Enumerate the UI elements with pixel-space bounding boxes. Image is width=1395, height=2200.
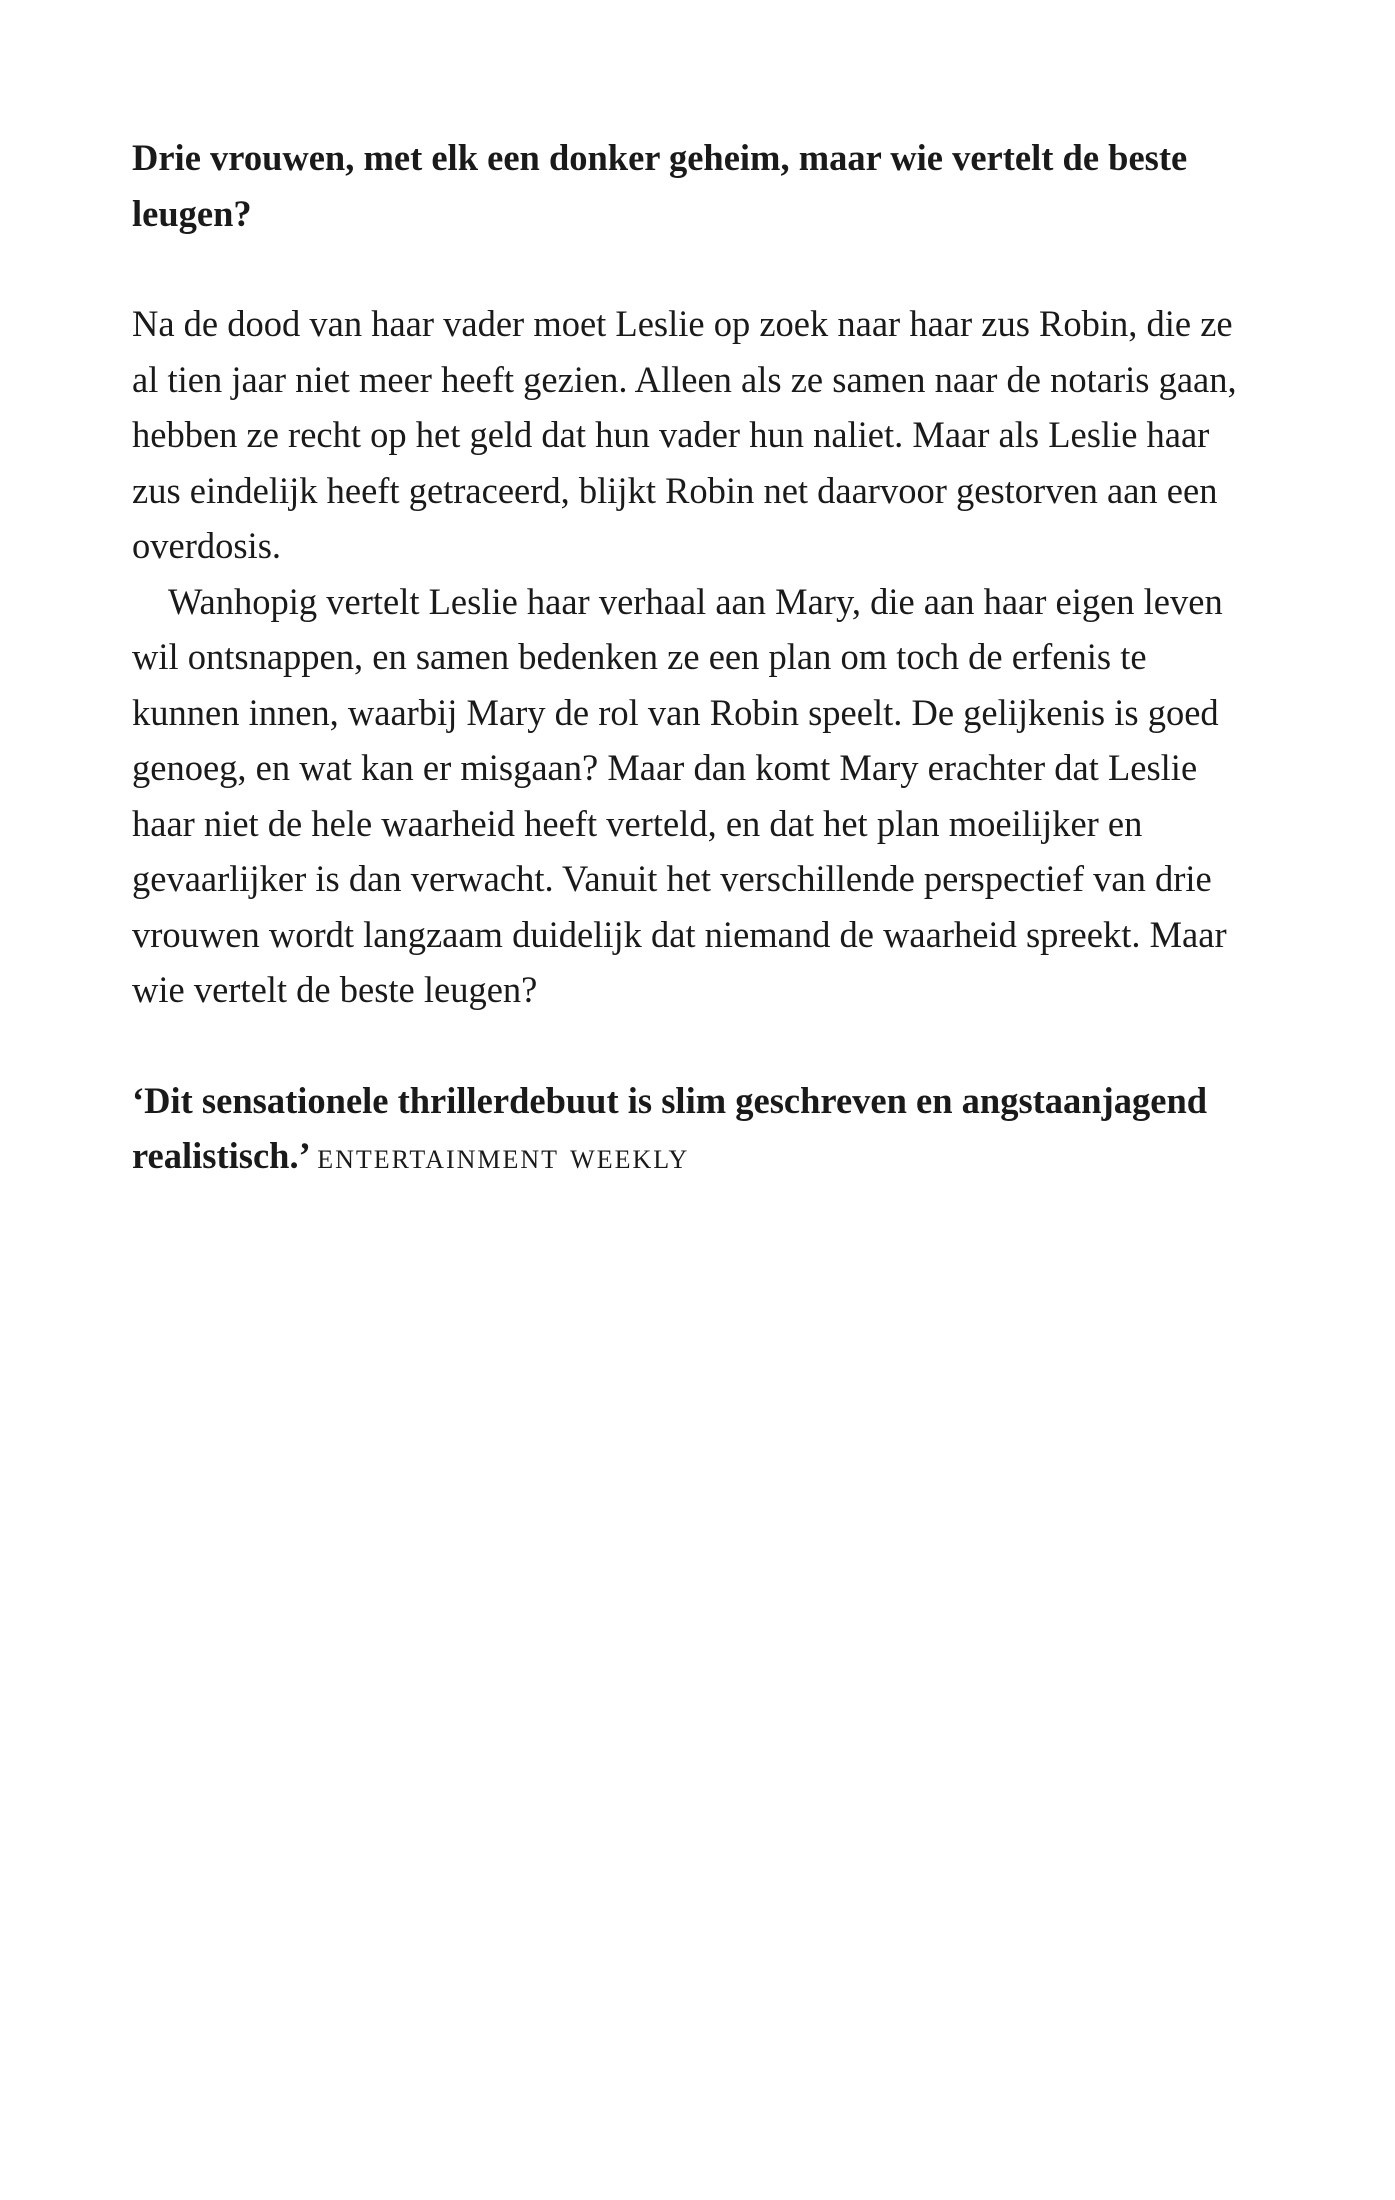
- synopsis-paragraph-1: Na de dood van haar vader moet Leslie op zoek naar haar zus Robin, die ze al tien jaar niet meer heeft gezien. Alleen als ze samen naar de notaris gaan, hebben ze recht op het geld dat hun vader hun naliet. Maar als Leslie haar zus eindelijk heeft getraceerd, blijkt Robin net daarvoor gestorven aan een overdosis.: [132, 303, 1237, 566]
- spacer: [132, 1018, 1262, 1073]
- review-quote-line: [132, 1073, 1262, 1184]
- headline: Drie vrouwen, met elk een donker geheim, maar wie vertelt de beste leugen?: [132, 137, 1188, 234]
- spacer: [132, 241, 1262, 296]
- synopsis-paragraph-2: Wanhopig vertelt Leslie haar verhaal aan Mary, die aan haar eigen leven wil ontsnappen, en samen bedenken ze een plan om toch de erfenis te kunnen innen, waarbij Mary de rol van Robin speelt. De gelijkenis is goed genoeg, en wat kan er misgaan? Maar dan komt Mary erachter dat Leslie haar niet de hele waarheid heeft verteld, en dat het plan moeilijker en gevaarlijker is dan verwacht. Vanuit het verschillende perspectief van drie vrouwen wordt langzaam duidelijk dat niemand de waarheid spreekt. Maar wie vertelt de beste leugen?: [132, 580, 1227, 1010]
- review-source: entertainment weekly: [317, 1135, 690, 1176]
- review-quote: ‘Dit sensationele thrillerdebuut is slim geschreven en angstaanjagend realistisch.’: [132, 1079, 1208, 1176]
- blurb-text-block: [132, 130, 1262, 1184]
